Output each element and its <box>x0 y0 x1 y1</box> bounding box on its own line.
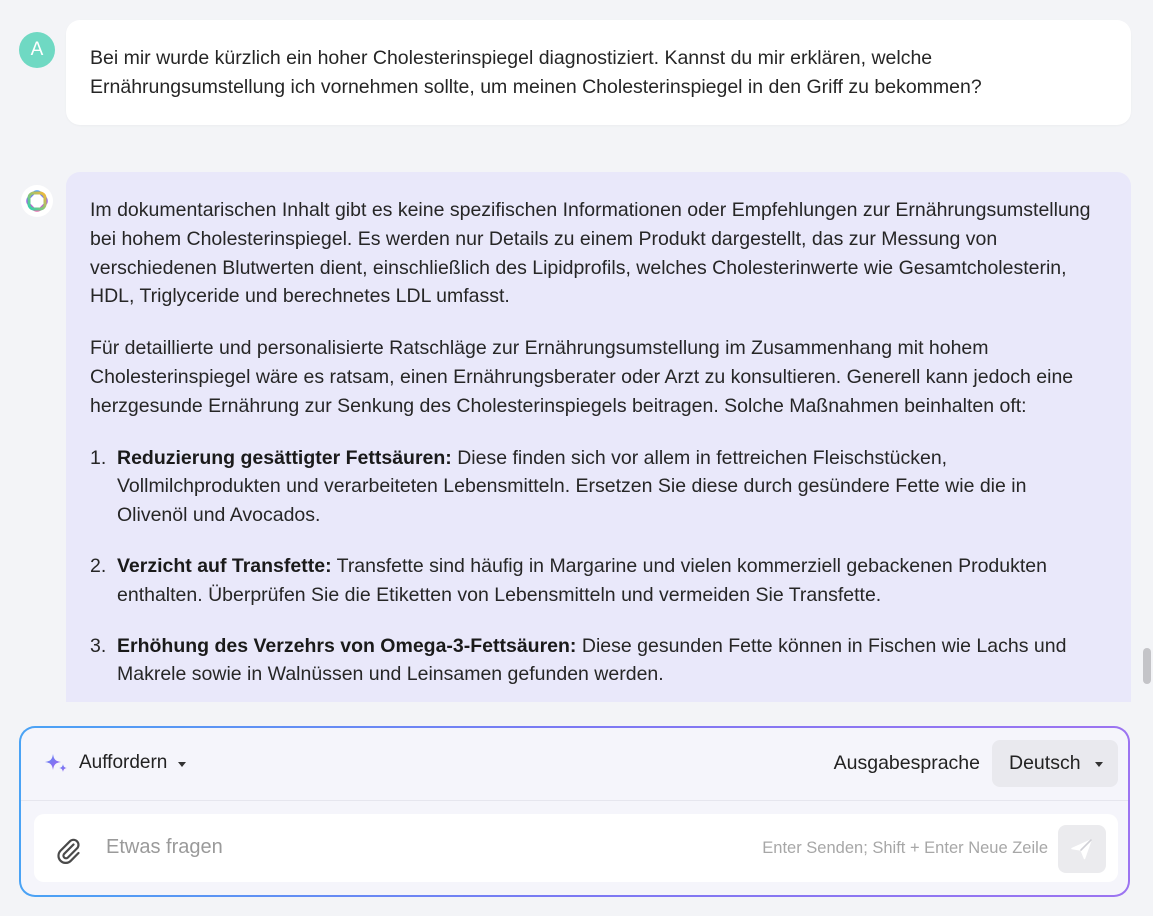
paperclip-icon[interactable] <box>54 836 82 864</box>
list-item <box>90 444 1095 530</box>
output-language-value: Deutsch <box>1009 752 1081 774</box>
output-language-select[interactable] <box>992 740 1118 787</box>
sparkle-icon <box>43 750 69 776</box>
user-avatar: A <box>19 32 55 68</box>
prompt-dropdown-label: Auffordern <box>79 752 168 773</box>
user-message: Bei mir wurde kürzlich ein hoher Cholesterinspiegel diagnostiziert. Kannst du mir erklären, welche Ernährungsumstellung ich vornehmen sollte, um meinen Cholesterinspiegel in den Griff zu bekommen? <box>66 20 1131 125</box>
composer-input-row <box>34 814 1118 882</box>
assistant-paragraph: Im dokumentarischen Inhalt gibt es keine spezifischen Informationen oder Empfehlungen zur Ernährungsumstellung bei hohem Cholesterinspiegel. Es werden nur Details zu einem Produkt dargestellt, das zur Messung von verschiedenen Blutwerten dient, einschließlich des Lipidprofils, welches Cholesterinwerte wie Gesamtcholesterin, HDL, Triglyceride und berechnetes LDL umfasst. <box>90 199 1091 308</box>
list-item-text: Transfette sind häufig in Margarine und vielen kommerziell gebackenen Produkten enthalten. Überprüfen Sie die Etiketten von Lebensmitteln und vermeiden Sie Transfette. <box>117 554 1047 606</box>
list-item-text: Diese gesunden Fette können in Fischen wie Lachs und Makrele sowie in Walnüssen und Leinsamen gefunden werden. <box>117 634 1067 686</box>
send-icon <box>1069 836 1095 862</box>
send-button[interactable] <box>1058 825 1106 873</box>
output-language-label: Ausgabesprache <box>833 752 980 774</box>
chevron-down-icon <box>1095 762 1103 767</box>
assistant-paragraph: Für detaillierte und personalisierte Ratschläge zur Ernährungsumstellung im Zusammenhang mit hohem Cholesterinspiegel wäre es ratsam, einen Ernährungsberater oder Arzt zu konsultieren. Generell kann jedoch eine herzgesunde Ernährung zur Senkung des Cholesterinspiegels beitragen. Solche Maßnahmen beinhalten oft: <box>90 337 1074 417</box>
list-item-title: Reduzierung gesättigter Fettsäuren: <box>117 446 452 469</box>
chevron-down-icon <box>178 762 186 767</box>
list-item-number: 1. <box>90 446 107 469</box>
composer-toolbar <box>21 728 1128 801</box>
list-item-number: 2. <box>90 554 107 577</box>
ask-input[interactable] <box>104 824 708 870</box>
list-item-title: Erhöhung des Verzehrs von Omega-3-Fettsäuren: <box>117 634 577 657</box>
ai-logo-icon <box>21 185 53 217</box>
prompt-dropdown-button[interactable] <box>43 748 186 778</box>
keyboard-hint: Enter Senden; Shift + Enter Neue Zeile <box>762 839 1048 857</box>
assistant-message <box>66 172 1131 702</box>
assistant-list <box>90 444 1095 690</box>
list-item-number: 3. <box>90 634 107 657</box>
list-item-text: Diese finden sich vor allem in fettreichen Fleischstücken, Vollmilchprodukten und verarbeiteten Lebensmitteln. Ersetzen Sie diese durch gesündere Fette wie die in Olivenöl und Avocados. <box>117 446 1027 527</box>
scrollbar-thumb[interactable] <box>1143 648 1151 684</box>
composer <box>19 726 1130 897</box>
list-item <box>90 552 1095 610</box>
list-item <box>90 632 1095 690</box>
list-item-title: Verzicht auf Transfette: <box>117 554 332 577</box>
